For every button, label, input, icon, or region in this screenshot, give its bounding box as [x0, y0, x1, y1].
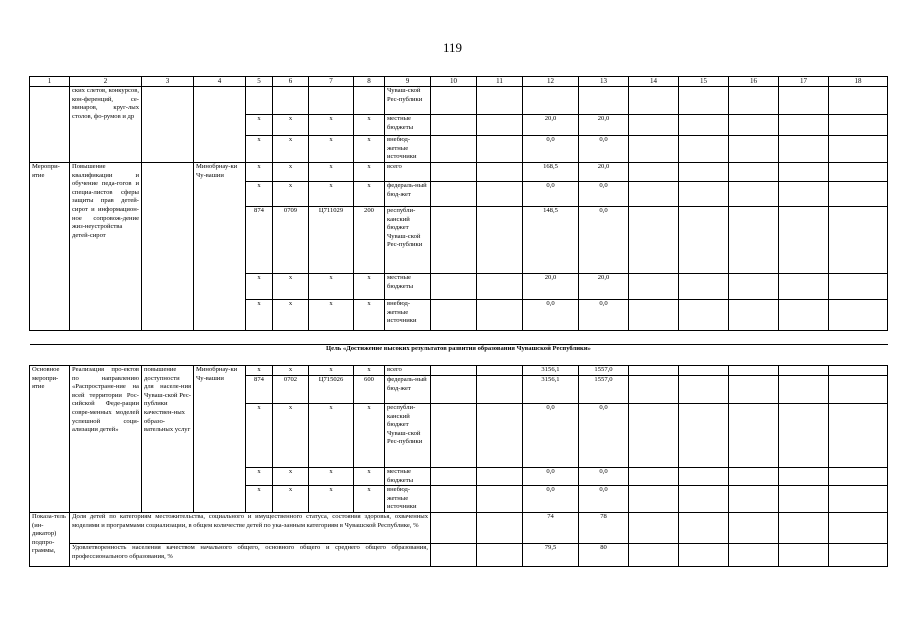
- cell-type: Меропри-ятие: [30, 163, 70, 331]
- cell-year-2014: [431, 182, 477, 207]
- header-col-2: 2: [70, 77, 142, 87]
- cell-year-col-17: [779, 207, 829, 274]
- cell-year-2015: [477, 136, 523, 163]
- cell-year-col-16: [729, 115, 779, 136]
- cell-funding-source: внебюд-жетные источники: [385, 136, 431, 163]
- cell-funding-source: внебюд-жетные источники: [385, 486, 431, 513]
- cell-funding-source: местные бюджеты: [385, 274, 431, 300]
- cell-year-col-16: [729, 468, 779, 486]
- cell-code-vr: 200: [354, 207, 385, 274]
- cell-year-2014: [431, 136, 477, 163]
- cell-type: Основное меропри-ятие: [30, 366, 70, 513]
- cell-code-gr: 874: [246, 207, 273, 274]
- cell-year-2016: 148,5: [523, 207, 579, 274]
- header-row: [30, 77, 888, 87]
- cell-year-2017: 0,0: [579, 300, 629, 331]
- cell-code-rz: х: [273, 274, 309, 300]
- cell-year-2014: [431, 512, 477, 543]
- cell-code-vr: [354, 87, 385, 115]
- cell-code-vr: х: [354, 136, 385, 163]
- cell-year-col-14: [629, 115, 679, 136]
- header-col-7: 7: [309, 77, 354, 87]
- header-col-17: 17: [779, 77, 829, 87]
- cell-year-col-15: [679, 87, 729, 115]
- cell-year-col-15: [679, 376, 729, 404]
- cell-year-col-15: [679, 163, 729, 182]
- cell-code-vr: х: [354, 115, 385, 136]
- cell-year-2017: 0,0: [579, 182, 629, 207]
- cell-code-csr: х: [309, 163, 354, 182]
- cell-year-col-15: [679, 136, 729, 163]
- cell-year-2016: 20,0: [523, 274, 579, 300]
- cell-code-gr: [246, 87, 273, 115]
- cell-code-rz: 0709: [273, 207, 309, 274]
- table-row: [30, 366, 888, 376]
- cell-code-rz: х: [273, 486, 309, 513]
- cell-year-col-17: [779, 468, 829, 486]
- cell-year-2017: 0,0: [579, 404, 629, 468]
- cell-code-rz: х: [273, 136, 309, 163]
- cell-year-col-16: [729, 87, 779, 115]
- cell-year-col-18: [829, 486, 888, 513]
- cell-event-name: ских слетов, конкурсов, кон-ференций, се-минаров, круг-лых столов, фо-румов и др: [70, 87, 142, 163]
- cell-year-col-16: [729, 376, 779, 404]
- cell-year-col-16: [729, 486, 779, 513]
- cell-year-2015: [477, 404, 523, 468]
- cell-year-col-18: [829, 207, 888, 274]
- cell-year-col-18: [829, 274, 888, 300]
- cell-funding-source: Чуваш-ской Рес-публики: [385, 87, 431, 115]
- cell-funding-source: внебюд-жетные источники: [385, 300, 431, 331]
- cell-year-col-15: [679, 182, 729, 207]
- cell-event-name: Реализация про-ектов по направлению «Распростране-ние на всей территории Рос-сийской Феде-рации совре-менных моделей успешной соци-ализации детей»: [70, 366, 142, 513]
- cell-year-2014: [431, 404, 477, 468]
- cell-code-csr: х: [309, 300, 354, 331]
- cell-code-rz: [273, 87, 309, 115]
- cell-code-vr: х: [354, 366, 385, 376]
- cell-funding-source: местные бюджеты: [385, 115, 431, 136]
- cell-year-col-15: [679, 404, 729, 468]
- cell-year-2015: [477, 87, 523, 115]
- cell-code-gr: х: [246, 300, 273, 331]
- cell-year-col-18: [829, 136, 888, 163]
- cell-code-vr: х: [354, 404, 385, 468]
- cell-year-2016: 20,0: [523, 115, 579, 136]
- cell-year-col-14: [629, 512, 679, 543]
- cell-year-col-17: [779, 376, 829, 404]
- cell-code-gr: х: [246, 486, 273, 513]
- cell-code-gr: 874: [246, 376, 273, 404]
- cell-code-vr: 600: [354, 376, 385, 404]
- cell-code-vr: х: [354, 182, 385, 207]
- header-col-10: 10: [431, 77, 477, 87]
- cell-code-csr: х: [309, 182, 354, 207]
- goal-title: Цель «Достижение высоких результатов развития образования Чувашской Республики»: [30, 345, 888, 366]
- table-row: [30, 163, 888, 182]
- cell-type: [30, 87, 70, 163]
- header-col-4: 4: [194, 77, 246, 87]
- header-col-11: 11: [477, 77, 523, 87]
- cell-code-vr: х: [354, 486, 385, 513]
- cell-code-csr: х: [309, 136, 354, 163]
- cell-funding-source: всего: [385, 163, 431, 182]
- budget-table: [29, 76, 888, 567]
- cell-year-col-17: [779, 274, 829, 300]
- cell-year-col-16: [729, 163, 779, 182]
- cell-year-2015: [477, 182, 523, 207]
- cell-year-2014: [431, 163, 477, 182]
- cell-year-col-14: [629, 182, 679, 207]
- cell-code-gr: х: [246, 163, 273, 182]
- page-number: 119: [442, 40, 463, 55]
- cell-year-col-16: [729, 300, 779, 331]
- cell-year-col-15: [679, 300, 729, 331]
- cell-code-gr: х: [246, 182, 273, 207]
- table-row: [30, 87, 888, 115]
- indicator-text: Доля детей по категориям местожительства, социального и имущественного статуса, состояния здоровья, охваченных моделями и программами социализации, в общем количестве детей по ука-занным категориям в Чувашской Республике, %: [70, 512, 431, 543]
- cell-year-col-17: [779, 366, 829, 376]
- cell-year-2016: 3156,1: [523, 366, 579, 376]
- cell-year-col-17: [779, 87, 829, 115]
- cell-year-2014: [431, 376, 477, 404]
- cell-funding-source: федераль-ный бюд-жет: [385, 376, 431, 404]
- header-col-15: 15: [679, 77, 729, 87]
- cell-year-col-18: [829, 87, 888, 115]
- cell-year-col-15: [679, 366, 729, 376]
- cell-code-csr: х: [309, 274, 354, 300]
- header-col-1: 1: [30, 77, 70, 87]
- cell-funding-source: местные бюджеты: [385, 468, 431, 486]
- cell-year-col-17: [779, 115, 829, 136]
- cell-year-col-17: [779, 163, 829, 182]
- cell-year-2015: [477, 163, 523, 182]
- cell-code-csr: х: [309, 486, 354, 513]
- cell-code-rz: х: [273, 115, 309, 136]
- cell-year-col-18: [829, 512, 888, 543]
- header-col-12: 12: [523, 77, 579, 87]
- cell-year-2015: [477, 207, 523, 274]
- cell-year-2017: 20,0: [579, 115, 629, 136]
- cell-code-vr: х: [354, 468, 385, 486]
- cell-year-2015: [477, 486, 523, 513]
- cell-year-2017: 0,0: [579, 468, 629, 486]
- cell-year-col-14: [629, 376, 679, 404]
- cell-year-2017: 20,0: [579, 274, 629, 300]
- cell-year-col-18: [829, 163, 888, 182]
- cell-year-2014: [431, 87, 477, 115]
- cell-code-csr: Ц711029: [309, 207, 354, 274]
- cell-code-gr: х: [246, 274, 273, 300]
- cell-year-2017: 1557,0: [579, 366, 629, 376]
- cell-code-rz: х: [273, 366, 309, 376]
- cell-code-csr: [309, 87, 354, 115]
- cell-year-2016: 0,0: [523, 468, 579, 486]
- cell-year-2015: [477, 366, 523, 376]
- indicator-value-2017: 78: [579, 512, 629, 543]
- cell-year-col-18: [829, 115, 888, 136]
- cell-goal: [142, 87, 194, 163]
- cell-year-2014: [431, 486, 477, 513]
- cell-year-2017: 1557,0: [579, 376, 629, 404]
- header-col-18: 18: [829, 77, 888, 87]
- cell-year-col-15: [679, 207, 729, 274]
- cell-year-col-16: [729, 366, 779, 376]
- cell-year-col-14: [629, 207, 679, 274]
- cell-year-col-15: [679, 543, 729, 566]
- cell-year-2014: [431, 274, 477, 300]
- cell-funding-source: федераль-ный бюд-жет: [385, 182, 431, 207]
- cell-year-2014: [431, 115, 477, 136]
- cell-year-2017: [579, 87, 629, 115]
- cell-code-gr: х: [246, 136, 273, 163]
- cell-code-rz: х: [273, 300, 309, 331]
- cell-goal: повышение доступности для населе-ния Чуваш-ской Рес-публики качествен-ных образо-вательных услуг: [142, 366, 194, 513]
- goal-row: [30, 331, 888, 345]
- cell-year-2016: 0,0: [523, 300, 579, 331]
- cell-year-col-15: [679, 274, 729, 300]
- cell-year-2014: [431, 468, 477, 486]
- cell-year-col-15: [679, 486, 729, 513]
- cell-code-gr: х: [246, 404, 273, 468]
- cell-code-csr: х: [309, 366, 354, 376]
- cell-year-2015: [477, 300, 523, 331]
- header-col-9: 9: [385, 77, 431, 87]
- indicator-text: Удовлетворенность населения качеством начального общего, основного общего и среднего общего образования, профессионального образования, %: [70, 543, 431, 566]
- cell-year-col-17: [779, 512, 829, 543]
- cell-year-2016: 3156,1: [523, 376, 579, 404]
- cell-year-col-16: [729, 543, 779, 566]
- header-col-5: 5: [246, 77, 273, 87]
- cell-code-rz: х: [273, 468, 309, 486]
- cell-year-col-18: [829, 366, 888, 376]
- indicator-value-2016: 74: [523, 512, 579, 543]
- cell-year-col-17: [779, 136, 829, 163]
- cell-year-2014: [431, 366, 477, 376]
- cell-year-col-17: [779, 486, 829, 513]
- cell-year-col-14: [629, 468, 679, 486]
- cell-year-col-18: [829, 543, 888, 566]
- indicator-value-2017: 80: [579, 543, 629, 566]
- header-col-3: 3: [142, 77, 194, 87]
- cell-year-col-14: [629, 404, 679, 468]
- cell-funding-source: всего: [385, 366, 431, 376]
- cell-code-csr: х: [309, 404, 354, 468]
- cell-year-col-16: [729, 136, 779, 163]
- cell-year-col-14: [629, 300, 679, 331]
- cell-year-col-17: [779, 300, 829, 331]
- cell-code-csr: х: [309, 115, 354, 136]
- indicator-value-2016: 79,5: [523, 543, 579, 566]
- cell-year-col-14: [629, 87, 679, 115]
- cell-year-2017: 0,0: [579, 207, 629, 274]
- cell-year-2015: [477, 274, 523, 300]
- cell-year-col-16: [729, 404, 779, 468]
- cell-code-vr: х: [354, 274, 385, 300]
- cell-event-name: Повышение квалификации и обучение педа-гогов и специа-листов сферы защиты прав детей-сирот и информацион-ное сопровож-дение жиз-неустройства детей-сирот: [70, 163, 142, 331]
- cell-executor: [194, 87, 246, 163]
- cell-year-col-16: [729, 274, 779, 300]
- cell-year-col-14: [629, 136, 679, 163]
- cell-year-col-17: [779, 404, 829, 468]
- cell-code-vr: х: [354, 163, 385, 182]
- cell-year-col-14: [629, 543, 679, 566]
- cell-year-2017: 20,0: [579, 163, 629, 182]
- cell-year-col-15: [679, 115, 729, 136]
- cell-year-2017: 0,0: [579, 486, 629, 513]
- cell-year-2015: [477, 115, 523, 136]
- cell-code-gr: х: [246, 468, 273, 486]
- cell-code-rz: х: [273, 182, 309, 207]
- cell-year-col-16: [729, 182, 779, 207]
- cell-year-2015: [477, 376, 523, 404]
- cell-year-2015: [477, 512, 523, 543]
- header-col-16: 16: [729, 77, 779, 87]
- cell-code-gr: х: [246, 366, 273, 376]
- header-col-14: 14: [629, 77, 679, 87]
- cell-year-2014: [431, 207, 477, 274]
- blank: [30, 331, 888, 345]
- cell-year-col-18: [829, 300, 888, 331]
- cell-code-rz: 0702: [273, 376, 309, 404]
- cell-year-col-17: [779, 182, 829, 207]
- cell-executor: Минобрнау-ки Чу-вашии: [194, 366, 246, 513]
- cell-year-2016: 0,0: [523, 136, 579, 163]
- cell-code-rz: х: [273, 163, 309, 182]
- cell-year-2014: [431, 543, 477, 566]
- cell-year-2016: [523, 87, 579, 115]
- cell-code-rz: х: [273, 404, 309, 468]
- cell-year-col-14: [629, 366, 679, 376]
- header-col-13: 13: [579, 77, 629, 87]
- goal-row: [30, 345, 888, 366]
- cell-year-col-18: [829, 376, 888, 404]
- cell-code-vr: х: [354, 300, 385, 331]
- cell-year-col-18: [829, 468, 888, 486]
- cell-year-col-14: [629, 163, 679, 182]
- cell-year-col-15: [679, 468, 729, 486]
- indicator-row: [30, 512, 888, 543]
- cell-year-2017: 0,0: [579, 136, 629, 163]
- cell-year-col-15: [679, 512, 729, 543]
- cell-year-col-14: [629, 486, 679, 513]
- cell-year-col-16: [729, 207, 779, 274]
- cell-code-csr: Ц715026: [309, 376, 354, 404]
- cell-year-2016: 0,0: [523, 404, 579, 468]
- cell-executor: Минобрнау-ки Чу-вашии: [194, 163, 246, 331]
- cell-funding-source: республи-канский бюджет Чуваш-ской Рес-публики: [385, 404, 431, 468]
- cell-code-csr: х: [309, 468, 354, 486]
- cell-funding-source: республи-канский бюджет Чуваш-ской Рес-публики: [385, 207, 431, 274]
- cell-goal: [142, 163, 194, 331]
- header-col-8: 8: [354, 77, 385, 87]
- cell-year-2015: [477, 468, 523, 486]
- cell-year-2014: [431, 300, 477, 331]
- header-col-6: 6: [273, 77, 309, 87]
- indicator-label: Показа-тель (ин-дикатор) подпро-граммы,: [30, 512, 70, 566]
- indicator-row: [30, 543, 888, 566]
- cell-year-2015: [477, 543, 523, 566]
- cell-year-col-18: [829, 404, 888, 468]
- cell-year-col-14: [629, 274, 679, 300]
- cell-year-2016: 168,5: [523, 163, 579, 182]
- cell-year-2016: 0,0: [523, 182, 579, 207]
- cell-year-col-18: [829, 182, 888, 207]
- cell-year-col-16: [729, 512, 779, 543]
- cell-year-2016: 0,0: [523, 486, 579, 513]
- cell-year-col-17: [779, 543, 829, 566]
- cell-code-gr: х: [246, 115, 273, 136]
